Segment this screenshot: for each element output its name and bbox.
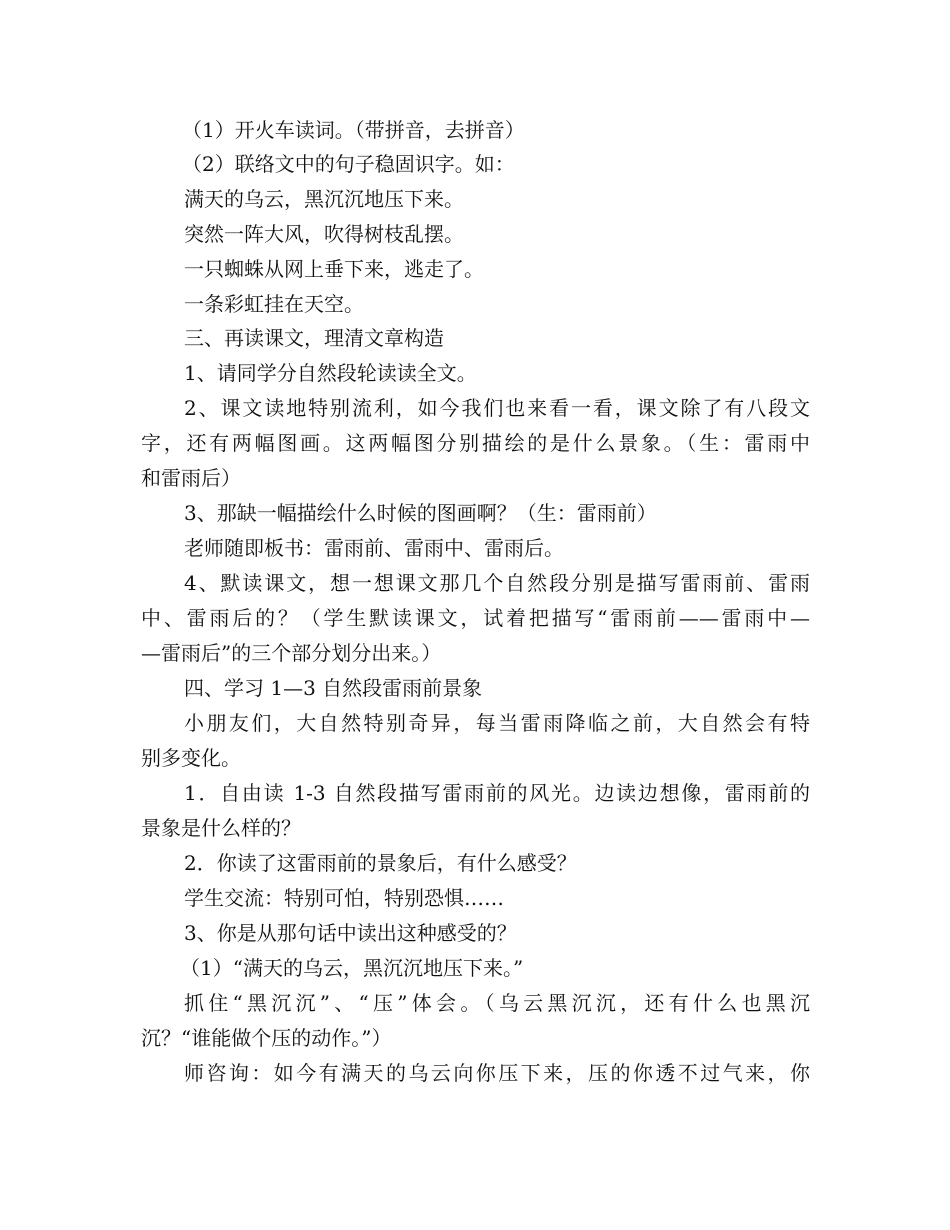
text-line: 一只蜘蛛从网上垂下来，逃走了。 [184, 257, 484, 281]
text-line: （2）联络文中的句子稳固识字。如： [182, 152, 515, 176]
section-heading: 三、再读课文，理清文章构造 [184, 326, 444, 350]
text-line: 中、雷雨后的？（学生默读课文，试着把描写“雷雨前——雷雨中— [141, 606, 810, 630]
text-line: 别多变化。 [141, 746, 241, 770]
text-line: 满天的乌云，黑沉沉地压下来。 [184, 187, 464, 211]
text-line: 2．你读了这雷雨前的景象后，有什么感受？ [184, 851, 577, 875]
text-line: —雷雨后”的三个部分划分出来。） [141, 641, 442, 665]
text-line: 沉？“谁能做个压的动作。”） [141, 1026, 392, 1050]
text-line: 3、你是从那句话中读出这种感受的？ [184, 921, 517, 945]
text-line: 4、默读课文，想一想课文那几个自然段分别是描写雷雨前、雷雨 [184, 571, 810, 595]
text-line: （1）“满天的乌云，黑沉沉地压下来。” [180, 956, 524, 980]
text-line: 2、课文读地特别流利，如今我们也来看一看，课文除了有八段文 [184, 396, 810, 420]
section-heading: 四、学习 1—3 自然段雷雨前景象 [184, 676, 483, 700]
text-line: 3、那缺一幅描绘什么时候的图画啊？（生：雷雨前） [184, 501, 657, 525]
text-line: 学生交流：特别可怕，特别恐惧…… [184, 886, 504, 910]
text-line: 1．自由读 1-3 自然段描写雷雨前的风光。边读边想像，雷雨前的 [184, 781, 810, 805]
text-line: 字，还有两幅图画。这两幅图分别描绘的是什么景象。（生：雷雨中 [141, 431, 810, 455]
text-line: 突然一阵大风，吹得树枝乱摆。 [184, 222, 464, 246]
text-line: （1）开火车读词。（带拼音，去拼音） [182, 118, 525, 142]
text-line: 一条彩虹挂在天空。 [184, 292, 364, 316]
text-line: 和雷雨后） [141, 466, 241, 490]
text-line: 景象是什么样的？ [141, 816, 301, 840]
text-line: 小朋友们，大自然特别奇异，每当雷雨降临之前，大自然会有特 [184, 711, 810, 735]
text-line: 师咨询：如今有满天的乌云向你压下来，压的你透不过气来，你 [184, 1061, 810, 1085]
text-line: 抓住“黑沉沉”、“压”体会。（乌云黑沉沉，还有什么也黑沉 [184, 991, 810, 1015]
text-line: 老师随即板书：雷雨前、雷雨中、雷雨后。 [184, 536, 564, 560]
text-line: 1、请同学分自然段轮读读全文。 [184, 361, 477, 385]
